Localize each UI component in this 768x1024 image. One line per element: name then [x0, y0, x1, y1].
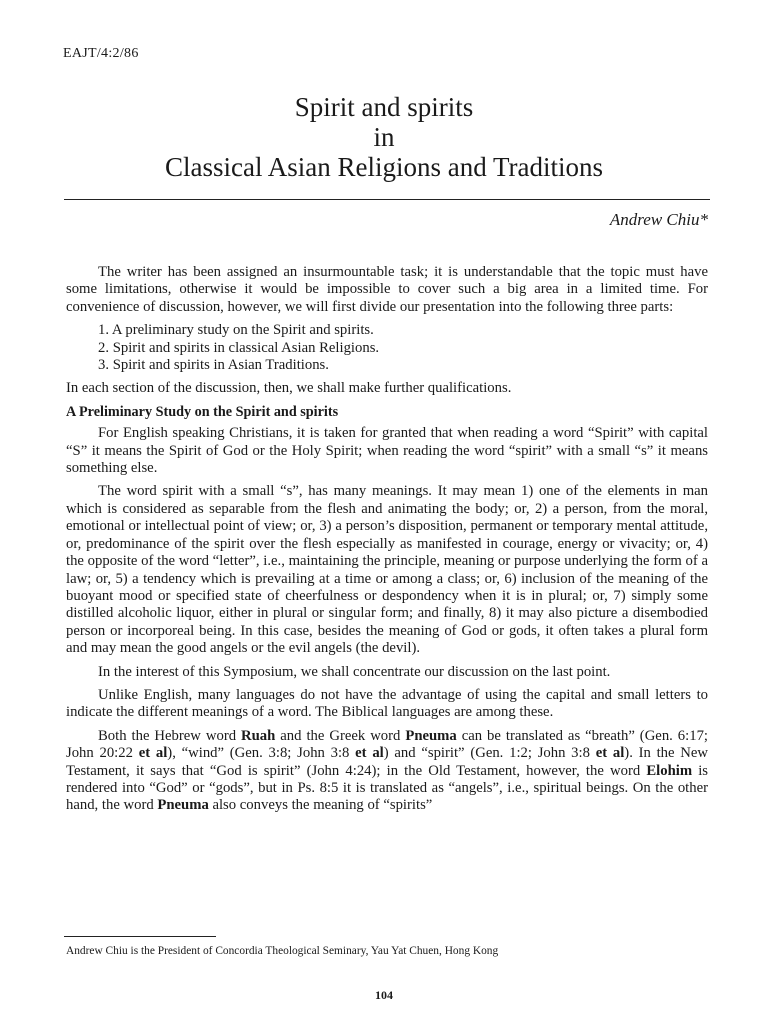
text-run: is rendered into “God” or “gods”, but in Ps. 8:5 it is translated as “angels”, i.e., spiritual beings. On the other hand, the word	[66, 762, 709, 814]
list-item: 2. Spirit and spirits in classical Asian Religions.	[98, 339, 380, 356]
list-item: 3. Spirit and spirits in Asian Traditions.	[98, 357, 329, 374]
title-line-1: Spirit and spirits	[294, 92, 474, 122]
text-run: ). In the New Testament, it says that “God is spirit” (John 4:24); in the Old Testament, however, the word	[66, 745, 709, 779]
intro-paragraph: The writer has been assigned an insurmountable task; it is understandable that the topic must have some limitations, otherwise it would be impossible to cover such a big area in a limited time. For convenience of discussion, however, we will first divide our presentation into the following three parts:	[66, 264, 708, 315]
term-pneuma: Pneuma	[157, 797, 209, 814]
term-et-al: et al	[138, 745, 168, 762]
section-heading: A Preliminary Study on the Spirit and spirits	[66, 403, 339, 420]
title-line-3: Classical Asian Religions and Traditions	[164, 152, 603, 182]
interest-paragraph: In the interest of this Symposium, we shall concentrate our discussion on the last point.	[98, 663, 611, 680]
list-item: 1. A preliminary study on the Spirit and spirits.	[98, 322, 374, 339]
term-et-al: et al	[355, 745, 384, 762]
qualification-paragraph: In each section of the discussion, then, we shall make further qualifications.	[66, 380, 512, 397]
term-elohim: Elohim	[646, 762, 693, 779]
text-run: Both the Hebrew word	[98, 727, 242, 744]
parts-list	[66, 322, 708, 374]
author-name: Andrew Chiu*	[609, 210, 708, 229]
title-divider	[64, 199, 710, 200]
page-number: 104	[375, 988, 393, 1002]
term-pneuma: Pneuma	[405, 727, 457, 744]
text-run: ) and “spirit” (Gen. 1:2; John 3:8	[383, 745, 596, 762]
term-et-al: et al	[595, 745, 625, 762]
english-paragraph: For English speaking Christians, it is taken for granted that when reading a word “Spirit” with capital “S” it means the Spirit of God or the Holy Spirit; when reading the word “spirit” with a small “s” it means something else.	[66, 425, 708, 477]
text-run: can be translated as “breath” (Gen. 6:17; John 20:22	[66, 727, 708, 762]
article-body	[66, 264, 708, 821]
text-run: and the Greek word	[275, 727, 406, 744]
title-line-2: in	[373, 122, 395, 152]
unlike-paragraph: Unlike English, many languages do not have the advantage of using the capital and small letters to indicate the different meanings of a word. The Biblical languages are among these.	[66, 686, 708, 721]
footnote: Andrew Chiu is the President of Concordia Theological Seminary, Yau Yat Chuen, Hong Kong	[66, 945, 499, 957]
article-title	[60, 92, 708, 182]
text-run: also conveys the meaning of “spirits”	[208, 797, 433, 814]
journal-reference: EAJT/4:2/86	[63, 46, 139, 61]
term-ruah: Ruah	[241, 727, 276, 744]
meanings-paragraph: The word spirit with a small “s”, has many meanings. It may mean 1) one of the elements in man which is considered as separable from the flesh and animating the body; or, 2) a person, from the moral, emotional or intellectual point of view; or, 3) a person’s disposition, permanent or temporary mental attitude, or, predominance of the spirit over the flesh especially as manifested in courage, energy or vivacity; or, 4) the opposite of the word “letter”, i.e., maintaining the principle, meaning or purpose underlying the form of a law; or, 5) a tendency which is prevailing at a time or among a class; or, 6) inclusion of the meaning of the buoyant mood or specified state of cheerfulness or despondency when it is in plural; or, 7) simply some distilled alcoholic liquor, either in plural or singular form; and finally, 8) it may also picture a disembodied person or incorporeal being. In this case, besides the meaning of God or gods, it often takes a plural form and may mean the good angels or the evil angels (the devil).	[66, 483, 708, 657]
footnote-divider	[64, 936, 216, 937]
hebrew-greek-paragraph	[66, 728, 708, 815]
text-run: ), “wind” (Gen. 3:8; John 3:8	[167, 745, 356, 762]
